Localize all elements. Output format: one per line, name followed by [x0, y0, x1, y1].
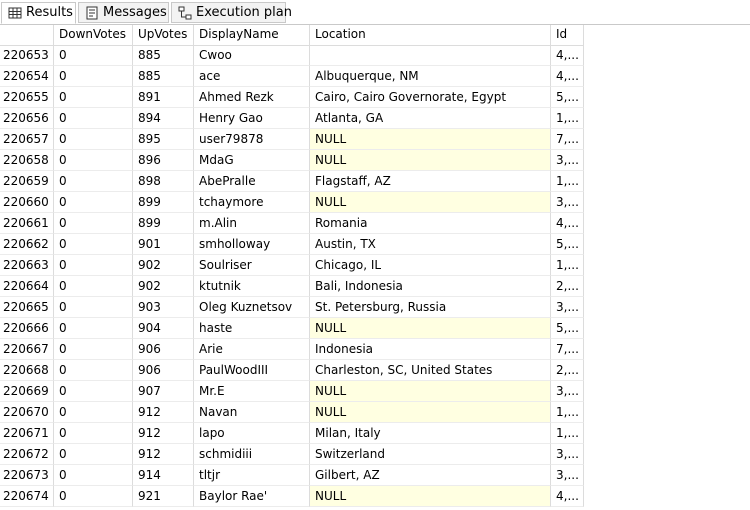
tab-results[interactable]: [1, 2, 76, 24]
cell-id[interactable]: 7,...: [551, 129, 584, 150]
cell-location[interactable]: NULL: [310, 486, 551, 507]
tab-messages-label: Messages: [103, 5, 167, 20]
cell-downvotes[interactable]: 0: [54, 444, 133, 465]
tab-messages[interactable]: [78, 2, 169, 23]
cell-id[interactable]: 5,...: [551, 318, 584, 339]
cell-displayname[interactable]: ace: [194, 66, 310, 87]
cell-location[interactable]: Cairo, Cairo Governorate, Egypt: [310, 87, 551, 108]
cell-id[interactable]: 2,...: [551, 276, 584, 297]
cell-id[interactable]: 3,...: [551, 444, 584, 465]
cell-id[interactable]: 1,...: [551, 108, 584, 129]
cell-downvotes[interactable]: 0: [54, 318, 133, 339]
cell-location[interactable]: Romania: [310, 213, 551, 234]
cell-location[interactable]: Austin, TX: [310, 234, 551, 255]
cell-displayname[interactable]: PaulWoodIII: [194, 360, 310, 381]
row-number[interactable]: 220656: [0, 108, 54, 129]
cell-displayname[interactable]: lapo: [194, 423, 310, 444]
cell-id[interactable]: 1,...: [551, 255, 584, 276]
row-number[interactable]: 220660: [0, 192, 54, 213]
cell-downvotes[interactable]: 0: [54, 339, 133, 360]
results-grid[interactable]: [0, 25, 750, 510]
cell-displayname[interactable]: AbePralle: [194, 171, 310, 192]
table-row[interactable]: [0, 255, 584, 276]
cell-upvotes[interactable]: 904: [133, 318, 194, 339]
cell-downvotes[interactable]: 0: [54, 360, 133, 381]
tab-execution-plan[interactable]: [171, 2, 292, 23]
cell-location[interactable]: NULL: [310, 318, 551, 339]
cell-displayname[interactable]: Oleg Kuznetsov: [194, 297, 310, 318]
cell-location[interactable]: NULL: [310, 129, 551, 150]
row-number[interactable]: 220654: [0, 66, 54, 87]
table-row[interactable]: [0, 276, 584, 297]
cell-upvotes[interactable]: 894: [133, 108, 194, 129]
execution-plan-icon: [178, 6, 192, 20]
table-row[interactable]: [0, 66, 584, 87]
table-row[interactable]: [0, 45, 584, 66]
cell-id[interactable]: 4,...: [551, 486, 584, 507]
cell-location[interactable]: Switzerland: [310, 444, 551, 465]
row-number[interactable]: 220657: [0, 129, 54, 150]
table-row[interactable]: [0, 234, 584, 255]
cell-upvotes[interactable]: 901: [133, 234, 194, 255]
cell-upvotes[interactable]: 907: [133, 381, 194, 402]
cell-upvotes[interactable]: 921: [133, 486, 194, 507]
row-number[interactable]: 220655: [0, 87, 54, 108]
cell-location[interactable]: Bali, Indonesia: [310, 276, 551, 297]
cell-displayname[interactable]: Cwoo: [194, 45, 310, 66]
cell-id[interactable]: 3,...: [551, 150, 584, 171]
cell-downvotes[interactable]: 0: [54, 402, 133, 423]
grid-icon: [8, 6, 22, 20]
cell-id[interactable]: 4,...: [551, 213, 584, 234]
table-row[interactable]: [0, 465, 584, 486]
cell-downvotes[interactable]: 0: [54, 276, 133, 297]
cell-upvotes[interactable]: 899: [133, 213, 194, 234]
cell-id[interactable]: 5,...: [551, 234, 584, 255]
cell-upvotes[interactable]: 885: [133, 45, 194, 66]
cell-displayname[interactable]: user79878: [194, 129, 310, 150]
cell-upvotes[interactable]: 899: [133, 192, 194, 213]
row-number[interactable]: 220674: [0, 486, 54, 507]
cell-upvotes[interactable]: 903: [133, 297, 194, 318]
cell-downvotes[interactable]: 0: [54, 423, 133, 444]
row-number[interactable]: 220659: [0, 171, 54, 192]
table-row[interactable]: [0, 360, 584, 381]
cell-downvotes[interactable]: 0: [54, 255, 133, 276]
cell-id[interactable]: 3,...: [551, 192, 584, 213]
cell-upvotes[interactable]: 896: [133, 150, 194, 171]
table-row[interactable]: [0, 192, 584, 213]
cell-displayname[interactable]: schmidiii: [194, 444, 310, 465]
cell-location[interactable]: NULL: [310, 192, 551, 213]
cell-id[interactable]: 5,...: [551, 87, 584, 108]
column-header-upvotes[interactable]: UpVotes: [133, 25, 194, 45]
table-row[interactable]: [0, 87, 584, 108]
cell-downvotes[interactable]: 0: [54, 66, 133, 87]
grid-header: [0, 25, 584, 46]
row-number[interactable]: 220661: [0, 213, 54, 234]
cell-upvotes[interactable]: 912: [133, 402, 194, 423]
row-number[interactable]: 220667: [0, 339, 54, 360]
cell-displayname[interactable]: Henry Gao: [194, 108, 310, 129]
cell-id[interactable]: 1,...: [551, 423, 584, 444]
cell-location[interactable]: St. Petersburg, Russia: [310, 297, 551, 318]
cell-upvotes[interactable]: 912: [133, 423, 194, 444]
cell-displayname[interactable]: ktutnik: [194, 276, 310, 297]
result-tabs: [0, 0, 750, 25]
cell-downvotes[interactable]: 0: [54, 381, 133, 402]
messages-icon: [85, 6, 99, 20]
cell-location[interactable]: NULL: [310, 402, 551, 423]
column-header-id[interactable]: Id: [551, 25, 584, 45]
row-number[interactable]: 220669: [0, 381, 54, 402]
table-row[interactable]: [0, 318, 584, 339]
row-number[interactable]: 220658: [0, 150, 54, 171]
cell-displayname[interactable]: Navan: [194, 402, 310, 423]
cell-displayname[interactable]: Baylor Rae': [194, 486, 310, 507]
column-header-location[interactable]: Location: [310, 25, 551, 45]
row-number[interactable]: 220662: [0, 234, 54, 255]
cell-location[interactable]: Albuquerque, NM: [310, 66, 551, 87]
row-number[interactable]: 220673: [0, 465, 54, 486]
table-row[interactable]: [0, 402, 584, 423]
cell-downvotes[interactable]: 0: [54, 213, 133, 234]
cell-displayname[interactable]: m.Alin: [194, 213, 310, 234]
cell-displayname[interactable]: smholloway: [194, 234, 310, 255]
tab-results-label: Results: [26, 5, 73, 20]
row-number[interactable]: 220666: [0, 318, 54, 339]
row-number[interactable]: 220672: [0, 444, 54, 465]
column-header-displayname[interactable]: DisplayName: [194, 25, 310, 45]
cell-downvotes[interactable]: 0: [54, 234, 133, 255]
cell-displayname[interactable]: tchaymore: [194, 192, 310, 213]
cell-location[interactable]: Flagstaff, AZ: [310, 171, 551, 192]
cell-id[interactable]: 4,...: [551, 45, 584, 66]
table-row[interactable]: [0, 381, 584, 402]
table-row[interactable]: [0, 423, 584, 444]
cell-displayname[interactable]: Arie: [194, 339, 310, 360]
cell-upvotes[interactable]: 914: [133, 465, 194, 486]
column-header-downvotes[interactable]: DownVotes: [54, 25, 133, 45]
cell-location[interactable]: Gilbert, AZ: [310, 465, 551, 486]
cell-location[interactable]: Milan, Italy: [310, 423, 551, 444]
cell-displayname[interactable]: Soulriser: [194, 255, 310, 276]
row-number[interactable]: 220653: [0, 45, 54, 66]
cell-location[interactable]: Charleston, SC, United States: [310, 360, 551, 381]
cell-displayname[interactable]: Mr.E: [194, 381, 310, 402]
row-number[interactable]: 220668: [0, 360, 54, 381]
table-row[interactable]: [0, 444, 584, 465]
cell-id[interactable]: 3,...: [551, 381, 584, 402]
table-row[interactable]: [0, 171, 584, 192]
cell-displayname[interactable]: tltjr: [194, 465, 310, 486]
cell-upvotes[interactable]: 885: [133, 66, 194, 87]
cell-upvotes[interactable]: 902: [133, 255, 194, 276]
cell-location[interactable]: NULL: [310, 150, 551, 171]
cell-location[interactable]: Indonesia: [310, 339, 551, 360]
cell-location[interactable]: Chicago, IL: [310, 255, 551, 276]
row-number[interactable]: 220665: [0, 297, 54, 318]
cell-id[interactable]: 1,...: [551, 402, 584, 423]
row-number[interactable]: 220664: [0, 276, 54, 297]
cell-id[interactable]: 4,...: [551, 66, 584, 87]
cell-upvotes[interactable]: 906: [133, 339, 194, 360]
table-row[interactable]: [0, 150, 584, 171]
cell-id[interactable]: 1,...: [551, 171, 584, 192]
cell-downvotes[interactable]: 0: [54, 171, 133, 192]
cell-upvotes[interactable]: 898: [133, 171, 194, 192]
table-row[interactable]: [0, 213, 584, 234]
table-row[interactable]: [0, 339, 584, 360]
cell-downvotes[interactable]: 0: [54, 129, 133, 150]
cell-downvotes[interactable]: 0: [54, 108, 133, 129]
cell-displayname[interactable]: haste: [194, 318, 310, 339]
row-number[interactable]: 220670: [0, 402, 54, 423]
cell-id[interactable]: 3,...: [551, 465, 584, 486]
cell-id[interactable]: 3,...: [551, 297, 584, 318]
tab-execution-plan-label: Execution plan: [196, 5, 292, 20]
cell-displayname[interactable]: Ahmed Rezk: [194, 87, 310, 108]
cell-location[interactable]: NULL: [310, 381, 551, 402]
cell-displayname[interactable]: MdaG: [194, 150, 310, 171]
table-row[interactable]: [0, 108, 584, 129]
cell-location[interactable]: Atlanta, GA: [310, 108, 551, 129]
cell-downvotes[interactable]: 0: [54, 486, 133, 507]
cell-downvotes[interactable]: 0: [54, 150, 133, 171]
cell-upvotes[interactable]: 906: [133, 360, 194, 381]
row-number-header[interactable]: [0, 25, 54, 45]
row-number[interactable]: 220663: [0, 255, 54, 276]
cell-location[interactable]: [310, 45, 551, 66]
cell-downvotes[interactable]: 0: [54, 465, 133, 486]
table-row[interactable]: [0, 486, 584, 507]
cell-id[interactable]: 7,...: [551, 339, 584, 360]
table-row[interactable]: [0, 129, 584, 150]
cell-upvotes[interactable]: 895: [133, 129, 194, 150]
cell-downvotes[interactable]: 0: [54, 45, 133, 66]
cell-downvotes[interactable]: 0: [54, 192, 133, 213]
row-number[interactable]: 220671: [0, 423, 54, 444]
cell-upvotes[interactable]: 891: [133, 87, 194, 108]
cell-downvotes[interactable]: 0: [54, 297, 133, 318]
table-row[interactable]: [0, 297, 584, 318]
cell-upvotes[interactable]: 912: [133, 444, 194, 465]
cell-upvotes[interactable]: 902: [133, 276, 194, 297]
cell-id[interactable]: 2,...: [551, 360, 584, 381]
cell-downvotes[interactable]: 0: [54, 87, 133, 108]
